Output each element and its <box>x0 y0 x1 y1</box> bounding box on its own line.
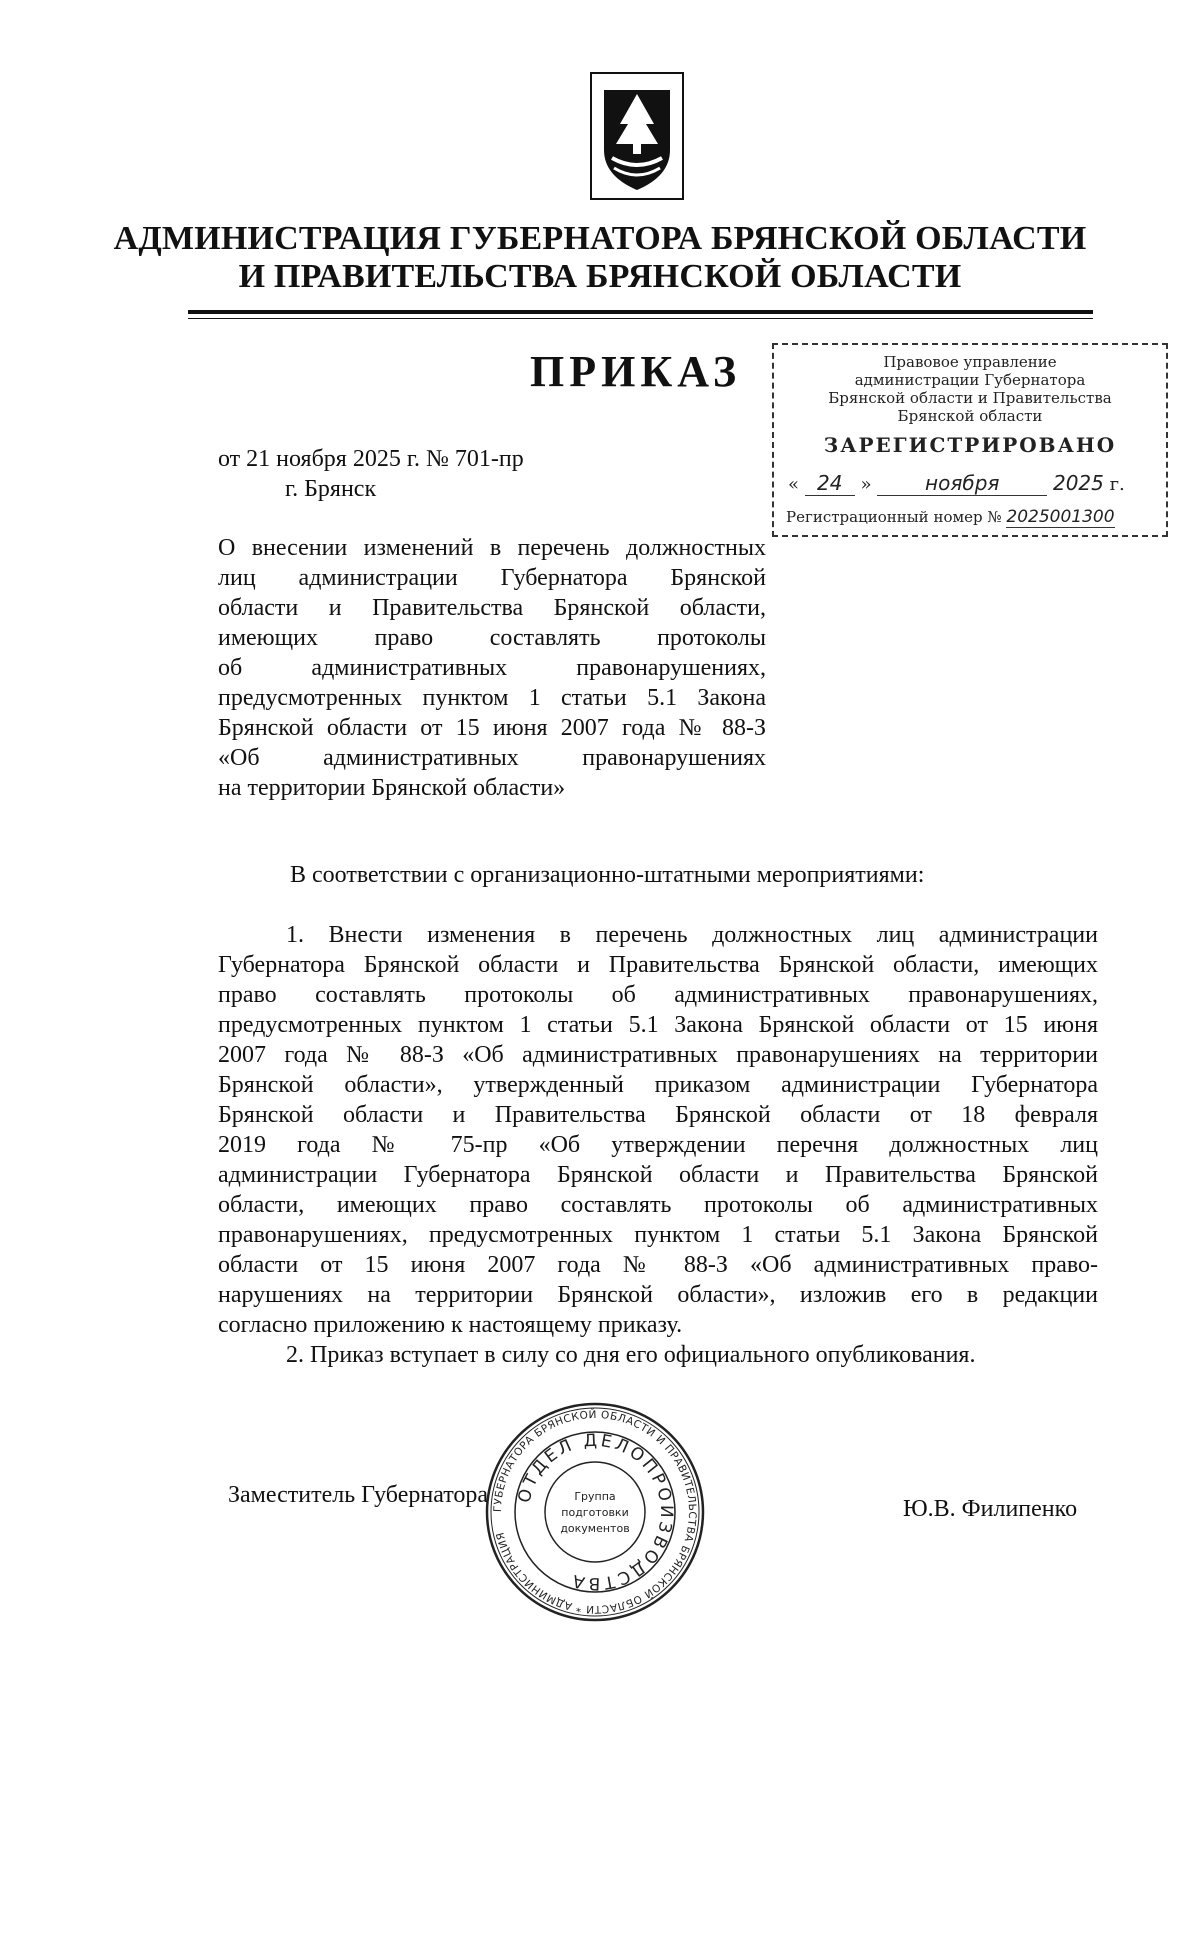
stamp-line-1: Правовое управление <box>883 353 1057 371</box>
preamble: В соответствии с организационно-штатными мероприятиями: <box>290 862 925 888</box>
seal-inner-line-1: Группа <box>574 1490 616 1503</box>
subject-line: области и Правительства Брянской области, <box>218 595 766 621</box>
item-1-line: 2007 года № 88-З «Об административных правонарушениях на территории <box>218 1042 1098 1068</box>
stamp-registration <box>786 507 1115 527</box>
document-city: г. Брянск <box>285 476 377 502</box>
order-item-2 <box>218 1340 1098 1370</box>
item-1-line: 1. Внести изменения в перечень должностных лиц администрации <box>286 922 1098 948</box>
bryansk-coat-of-arms-icon <box>590 72 684 200</box>
document-subject <box>218 533 766 803</box>
stamp-line-4: Брянской области <box>897 407 1043 425</box>
subject-line: имеющих право составлять протоколы <box>218 625 766 651</box>
subject-line: Брянской области от 15 июня 2007 года № 88-З <box>218 715 766 741</box>
seal-outer-text: ГУБЕРНАТОРА БРЯНСКОЙ ОБЛАСТИ И ПРАВИТЕЛЬСТВА БРЯНСКОЙ ОБЛАСТИ * АДМИНИСТРАЦИЯ <box>491 1408 699 1616</box>
stamp-date-year: 2025 <box>1052 471 1104 495</box>
stamp-reg-label: Регистрационный номер № <box>786 508 1002 526</box>
order-item-1 <box>218 920 1098 1340</box>
item-2-line: 2. Приказ вступает в силу со дня его официального опубликования. <box>286 1342 976 1368</box>
stamp-date-month: ноября <box>877 471 1047 496</box>
item-1-line: нарушениях на территории Брянской области», изложив его в редакции <box>218 1282 1098 1308</box>
subject-line: об административных правонарушениях, <box>218 655 766 681</box>
subject-line: «Об административных правонарушениях <box>218 745 766 771</box>
header-line-2: И ПРАВИТЕЛЬСТВА БРЯНСКОЙ ОБЛАСТИ <box>238 258 962 295</box>
stamp-date-quote-open: « <box>788 474 800 495</box>
subject-line: О внесении изменений в перечень должностных <box>218 535 766 561</box>
subject-line: на территории Брянской области» <box>218 775 566 801</box>
office-seal-icon <box>485 1402 705 1622</box>
stamp-registered: ЗАРЕГИСТРИРОВАНО <box>823 433 1117 457</box>
stamp-date-quote-close: » <box>860 474 872 495</box>
stamp-reg-number: 2025001300 <box>1006 507 1115 527</box>
seal-inner-line-2: подготовки <box>561 1506 629 1519</box>
item-1-line: согласно приложению к настоящему приказу. <box>218 1312 683 1338</box>
header-rule-thin <box>188 318 1093 319</box>
item-1-line: области от 15 июня 2007 года № 88-З «Об административных право- <box>218 1252 1098 1278</box>
registration-stamp <box>772 343 1168 537</box>
seal-ring-text: ОТДЕЛ ДЕЛОПРОИЗВОДСТВА <box>514 1430 677 1594</box>
document-type-title: ПРИКАЗ <box>530 347 742 396</box>
item-1-line: право составлять протоколы об административных правонарушениях, <box>218 982 1098 1008</box>
item-1-line: Брянской области и Правительства Брянской области от 18 февраля <box>218 1102 1098 1128</box>
item-1-line: администрации Губернатора Брянской области и Правительства Брянской <box>218 1162 1098 1188</box>
item-1-line: предусмотренных пунктом 1 статьи 5.1 Закона Брянской области от 15 июня <box>218 1012 1098 1038</box>
item-1-line: области, имеющих право составлять протоколы об административных <box>218 1192 1098 1218</box>
subject-line: лиц администрации Губернатора Брянской <box>218 565 766 591</box>
stamp-line-3: Брянской области и Правительства <box>828 389 1112 407</box>
document-date-number: от 21 ноября 2025 г. № 701-пр <box>218 446 524 472</box>
stamp-date <box>788 471 1148 496</box>
signatory-position: Заместитель Губернатора <box>228 1482 489 1508</box>
header-line-1: АДМИНИСТРАЦИЯ ГУБЕРНАТОРА БРЯНСКОЙ ОБЛАСТИ <box>113 220 1087 257</box>
header-rule-thick <box>188 310 1093 314</box>
item-1-line: правонарушениях, предусмотренных пунктом 1 статьи 5.1 Закона Брянской <box>218 1222 1098 1248</box>
item-1-line: Брянской области», утвержденный приказом администрации Губернатора <box>218 1072 1098 1098</box>
stamp-line-2: администрации Губернатора <box>854 371 1086 389</box>
signatory-name: Ю.В. Филипенко <box>903 1496 1078 1522</box>
item-1-line: Губернатора Брянской области и Правительства Брянской области, имеющих <box>218 952 1098 978</box>
stamp-date-day: 24 <box>805 471 855 496</box>
item-1-line: 2019 года № 75-пр «Об утверждении перечня должностных лиц <box>218 1132 1098 1158</box>
seal-inner-line-3: документов <box>560 1522 630 1535</box>
stamp-date-suffix: г. <box>1109 474 1125 495</box>
subject-line: предусмотренных пунктом 1 статьи 5.1 Закона <box>218 685 766 711</box>
